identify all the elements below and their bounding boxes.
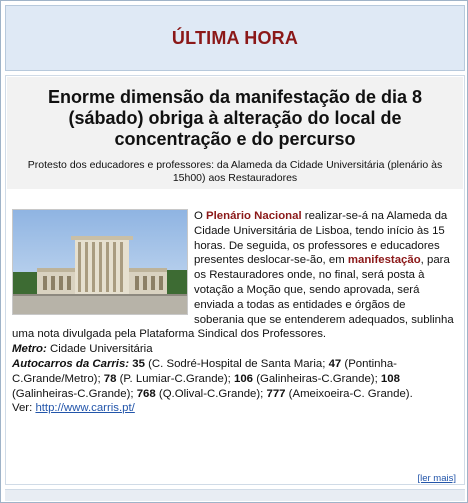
manifestacao-link[interactable]: manifestação bbox=[347, 254, 421, 267]
bus-47-desc: (Pontinha-C.Grande/Metro); bbox=[12, 357, 397, 385]
bus-108: 108 bbox=[380, 372, 400, 385]
bus-label: Autocarros da Carris: bbox=[12, 357, 130, 370]
university-building-image bbox=[13, 210, 188, 315]
bus-47: 47 bbox=[328, 357, 342, 370]
metro-label: Metro: bbox=[12, 343, 47, 356]
bus-106: 106 bbox=[234, 372, 254, 385]
bus-768: 768 bbox=[136, 387, 156, 400]
article-image[interactable] bbox=[12, 209, 188, 315]
widget-title: ÚLTIMA HORA bbox=[171, 27, 299, 48]
body-text-end: , para os Restauradores onde, no final, será posta à votação a Moção que, sendo aprovada, será enviada a todas as entidades e órgãos de soberania que se entenderem adequados, sublinha uma nota divulgada pela Plataforma Sindical dos Professores. bbox=[12, 254, 454, 341]
article-top bbox=[7, 77, 463, 189]
article-panel bbox=[5, 75, 465, 485]
metro-value: Cidade Universitária bbox=[46, 343, 153, 356]
bus-106-desc: (Galinheiras-C.Grande); bbox=[253, 372, 381, 385]
bus-78: 78 bbox=[103, 372, 117, 385]
plenario-link[interactable]: Plenário Nacional bbox=[206, 210, 302, 222]
article-body bbox=[12, 209, 458, 416]
body-text-start: O bbox=[194, 210, 207, 222]
bus-777-desc: (Ameixoeira-C. Grande). bbox=[285, 387, 413, 400]
bus-35: 35 bbox=[132, 357, 145, 370]
bus-108-desc: (Galinheiras-C.Grande); bbox=[12, 387, 137, 400]
article-headline[interactable]: Enorme dimensão da manifestação de dia 8 (sábado) obriga à alteração do local de concentração e do percurso bbox=[47, 87, 423, 149]
article-lead: Protesto dos educadores e professores: da Alameda da Cidade Universitária (plenário às 15h00) aos Restauradores bbox=[27, 159, 443, 184]
bus-35-desc: (C. Sodré-Hospital de Santa Maria; bbox=[144, 357, 329, 370]
widget-header bbox=[5, 5, 465, 71]
read-more-link[interactable]: [ler mais] bbox=[417, 473, 456, 484]
widget-footer bbox=[5, 489, 465, 501]
ver-label: Ver: bbox=[12, 402, 36, 415]
bus-768-desc: (Q.Olival-C.Grande); bbox=[155, 387, 267, 400]
bus-78-desc: (P. Lumiar-C.Grande); bbox=[116, 372, 235, 385]
bus-777: 777 bbox=[266, 387, 286, 400]
carris-link[interactable]: http://www.carris.pt/ bbox=[35, 402, 135, 415]
body-text-mid: realizar-se-á na Alameda da Cidade Universitária de Lisboa, tendo início às 15 horas. De seguida, os professores e educadores presentes deslocar-se-ão, em bbox=[194, 210, 448, 267]
